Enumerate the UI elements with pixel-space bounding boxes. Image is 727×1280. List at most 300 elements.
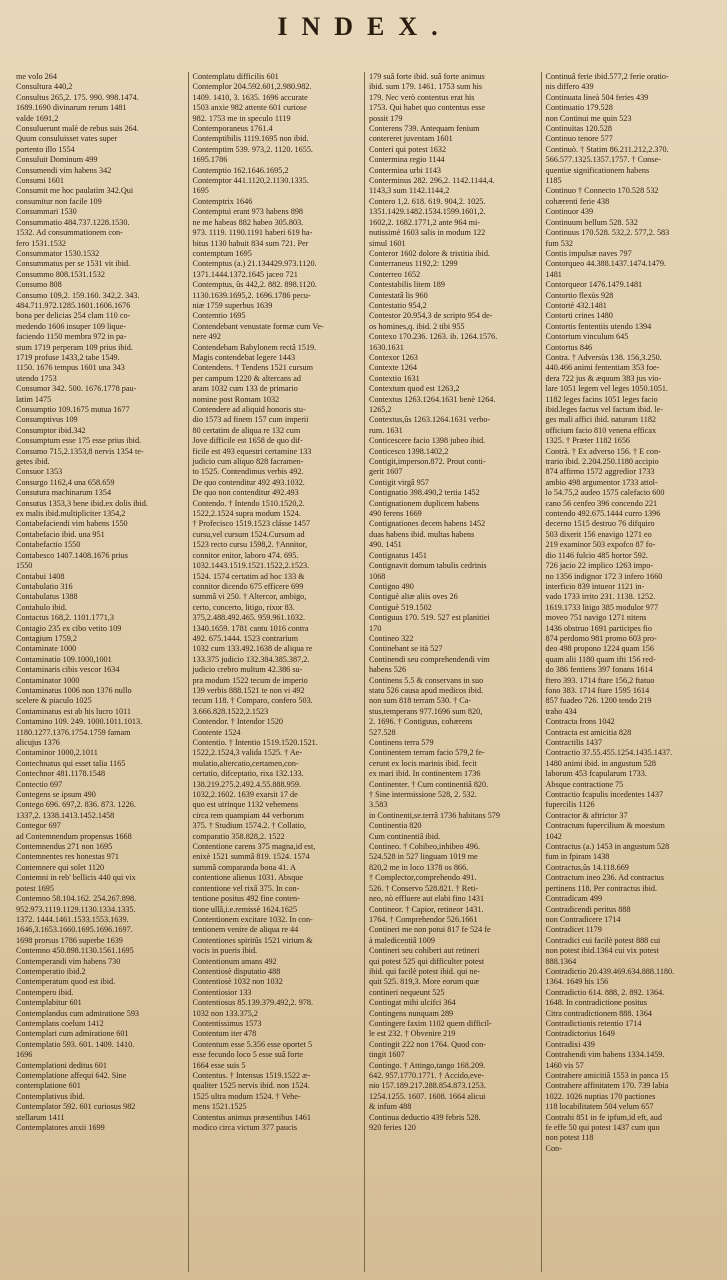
index-entry: Contemplor 204.592.601,2.980.982. xyxy=(192,82,312,92)
index-entry: Contineri me non potui 817 fe 524 fe xyxy=(369,925,491,935)
index-entry: dio 1573 ad finem 157 cum imperii xyxy=(192,415,309,425)
index-entry: Contegor 697 xyxy=(16,821,61,831)
index-entry: Contentum iter 478 xyxy=(192,1029,257,1039)
index-entry: Contaminatus 1006 non 1376 nullo xyxy=(16,685,132,695)
index-entry: Continenter. † Cum continentiâ 820. xyxy=(369,779,489,789)
index-entry: pra modum 1522 tecum de imperio xyxy=(192,675,308,685)
index-entry: Contorti crines 1480 xyxy=(545,311,613,321)
index-entry: Contemnendus 271 non 1695 xyxy=(16,842,113,852)
index-entry: Consumptio 109.1675 mutua 1677 xyxy=(16,405,130,414)
index-entry: Contabulo ibid. xyxy=(16,602,67,612)
index-entry: 874 affirmo 1572 aggredior 1733 xyxy=(545,467,655,477)
index-entry: fe effe 50 qui potest 1437 cum quo xyxy=(545,1123,660,1133)
index-entry: 1753. Qui habet quo contentus esse xyxy=(369,103,485,113)
index-entry: 1695 xyxy=(192,186,209,196)
index-entry: Contemptus, ûs 442,2. 882. 898.1120. xyxy=(192,280,317,290)
index-entry: Continebant se ità 527 xyxy=(369,644,443,654)
index-entry: os homines,q. ibid. 2 tibi 955 xyxy=(369,321,465,331)
index-entry: Contamino 109. 249. 1000.1011.1013. xyxy=(16,717,143,727)
index-entry: 1143,3 sum 1142.1144,2 xyxy=(369,186,450,196)
index-entry: Contiguus 170. 519. 527 est planitiei xyxy=(369,613,490,623)
index-entry: 138.219.275.2.492.4.55.888.959. xyxy=(192,779,301,789)
index-entry: 2. 1696. † Contiguus, cohærens xyxy=(369,717,473,727)
index-entry: Contemperatum quod est ibid. xyxy=(16,977,116,987)
index-entry: Conteri qui potest 1632 xyxy=(369,144,447,154)
index-entry: fum in fpiram 1438 xyxy=(545,852,610,862)
index-entry: Contineri seu cohiberi aut retineri xyxy=(369,946,480,956)
index-entry: Contabulatio 316 xyxy=(16,581,73,591)
index-entry: Contorqueor 1476.1479.1481 xyxy=(545,280,643,290)
index-entry: statu 526 causa apud medicos ibid. xyxy=(369,685,484,695)
index-entry: Con- xyxy=(545,1143,562,1153)
index-entry: judicio crebro multum 42.386 su- xyxy=(192,665,303,675)
index-entry: Contemplans coelum 1412 xyxy=(16,1018,104,1028)
index-entry: utendo 1753 xyxy=(16,373,57,383)
index-entry: fum 532 xyxy=(545,238,574,248)
index-entry: Contendebam Babylonem rectâ 1519. xyxy=(192,342,317,352)
index-entry: getes ibid. xyxy=(16,457,50,467)
index-entry: ad Contemnendum propensus 1668 xyxy=(16,831,132,841)
index-entry: Contractor & aftrictor 37 xyxy=(545,810,628,820)
index-entry: Contemptibilis 1119.1695 non ibid. xyxy=(192,134,309,144)
index-entry: quo est utrinque 1132 vehemens xyxy=(192,800,299,810)
index-entry: Consumptum esse 175 esse prius ibid. xyxy=(16,436,142,446)
index-entry: 1032 non 133.375,2 xyxy=(192,1008,258,1018)
index-entry: do 386 fentiens 397 fonans 1614 xyxy=(545,665,653,675)
index-entry: Contectio 697 xyxy=(16,779,63,789)
index-entry: 1648. In contradictione positus xyxy=(545,998,647,1008)
index-entry: Contineo 322 xyxy=(369,633,414,643)
index-entry: Contentiosus 85.139.379.492,2. 978. xyxy=(192,998,314,1008)
index-entry: Continens terra 579 xyxy=(369,738,434,747)
index-entry: mens 1521.1525 xyxy=(192,1102,247,1112)
index-entry: Consummo 808.1531.1532 xyxy=(16,269,105,279)
index-entry: 726 jacio 22 implico 1263 impo- xyxy=(545,561,654,571)
index-entry: Contignatio 398.490,2 tertia 1452 xyxy=(369,488,480,498)
index-entry: Consummator 1530.1532 xyxy=(16,248,100,258)
index-entry: Magis contendebat legere 1443 xyxy=(192,352,296,362)
index-entry: 179 suâ forte ibid. suâ forte animus xyxy=(369,72,485,81)
index-entry: Contaminator 1000 xyxy=(16,675,80,685)
index-entry: Contradici cui facilè potest 888 cui xyxy=(545,935,661,945)
index-entry: Contemptim 539. 973,2. 1120. 1655. xyxy=(192,144,313,154)
index-entry: stellarum 1411 xyxy=(16,1112,65,1122)
index-entry: Contradicet 1179 xyxy=(545,925,602,935)
index-entry: Contracta est amicitia 828 xyxy=(545,727,632,737)
index-entry: Contendor. † Intendor 1520 xyxy=(192,717,284,727)
index-entry: Continuus 170.528. 532,2. 577,2. 583 xyxy=(545,228,670,238)
index-entry: mulatio,altercatio,certamen,con- xyxy=(192,758,299,768)
index-entry: Consummatus per se 1531 vit ibid. xyxy=(16,259,131,269)
index-entry: Consuor 1353 xyxy=(16,467,63,477)
index-entry: Contractilis 1437 xyxy=(545,738,603,747)
index-entry: Contexte 1264 xyxy=(369,363,417,373)
index-entry: contereret juventam 1601 xyxy=(369,134,453,144)
index-entry: Consumptor ibid.342 xyxy=(16,425,86,435)
index-entry: cano 56 cenfeo 396 concendo 221 xyxy=(545,498,658,508)
index-entry: 1337,2. 1338.1413.1452.1458 xyxy=(16,810,115,820)
index-entry: Contentissimus 1573 xyxy=(192,1018,262,1028)
index-entry: niæ 1759 superbus 1639 xyxy=(192,300,273,310)
index-entry: Consultus 265,2. 175. 990. 998.1474. xyxy=(16,92,139,102)
index-entry: De quo non contenditur 492.493 xyxy=(192,488,299,498)
index-entry: 219 examinor 503 expofco 87 fo- xyxy=(545,540,656,550)
index-entry: stus,temperans 977.1696 sum 820, xyxy=(369,706,483,716)
index-entry: faciendo 1150 membra 972 in pa- xyxy=(16,332,127,342)
index-entry: Contradixi 439 xyxy=(545,1039,595,1049)
index-entry: Contortis fententiis utendo 1394 xyxy=(545,321,652,331)
index-entry: Contechnatus qui esset talia 1165 xyxy=(16,758,126,768)
index-entry: Continuata lineà 504 feries 439 xyxy=(545,92,649,102)
index-entry: deo 498 propono 1224 quam 156 xyxy=(545,644,654,654)
index-entry: Contaminate 1000 xyxy=(16,644,77,654)
index-entry: Contortus 846 xyxy=(545,342,593,352)
index-entry: 524.528 in 527 linguam 1019 me xyxy=(369,852,478,862)
index-entry: Contemplatio 593. 601. 1409. 1410. xyxy=(16,1039,135,1049)
index-entry: Contractus (a.) 1453 in angustum 528 xyxy=(545,842,670,852)
index-entry: Conticescere facio 1398 jubeo ibid. xyxy=(369,436,486,446)
index-entry: Contentus. † Intensus 1519.1522 æ- xyxy=(192,1071,311,1080)
index-entry: 1698 prorsus 1786 superbe 1639 xyxy=(16,935,123,945)
index-entry: vado 1733 irrito 231. 1138. 1252. xyxy=(545,592,656,602)
index-entry: Continentem terram facio 579,2 fe- xyxy=(369,748,485,758)
index-entry: le est 232. † Obvenire 219 xyxy=(369,1029,456,1039)
index-entry: Contaminatio 109.1000,1001 xyxy=(16,654,112,664)
index-entry: pertinens 118. Per contractus ibid. xyxy=(545,883,658,893)
index-entry: tentione positus 492 fine conten- xyxy=(192,894,300,904)
index-entry: Contemporaneus 1761.4 xyxy=(192,124,273,134)
index-entry: 490 ferens 1669 xyxy=(369,509,422,519)
index-entry: Contendo. † Intendo 1510.1520,2. xyxy=(192,498,305,508)
index-entry: 820,2 me in loco 1378 os 866. xyxy=(369,862,469,872)
index-entry: scelere & piaculo 1025 xyxy=(16,696,92,706)
index-entry: 1340.1659. 1781 cantu 1016 contra xyxy=(192,623,309,633)
index-entry: fono 383. 1714 ftare 1595 1614 xyxy=(545,685,650,695)
index-entry: Contentiosior 133 xyxy=(192,987,252,997)
index-entry: summâ comparanda bona 41. A xyxy=(192,862,296,872)
index-entry: 80 certatim de aliqua re 132 cum xyxy=(192,425,301,435)
index-entry: Contextus,ûs 1263.1264.1631 verbo- xyxy=(369,415,491,425)
index-entry: Contignatus 1451 xyxy=(369,550,427,560)
index-entry: Contrahendi vim habens 1334.1459. xyxy=(545,1050,665,1060)
index-entry: Contestabilis litem 189 xyxy=(369,280,445,290)
index-entry: Contemptrix 1646 xyxy=(192,196,253,206)
index-entry: Contortum vinculum 645 xyxy=(545,332,629,342)
index-entry: 1550 xyxy=(16,561,33,571)
index-entry: 170 xyxy=(369,623,382,633)
index-entry: à maledicentiâ 1009 xyxy=(369,935,435,945)
index-entry: Contemplator 592. 601 curiosus 982 xyxy=(16,1102,136,1112)
index-entry: certatio, difceptatio, rixa 132.133. xyxy=(192,769,304,779)
index-entry: moveo 751 navigo 1271 nitens xyxy=(545,613,647,623)
index-entry: Consumit me hoc paulatim 342.Qui xyxy=(16,186,134,196)
index-entry: Contemplari cum admiratione 601 xyxy=(16,1029,129,1039)
index-entry: officium facio 810 venena efficax xyxy=(545,425,657,435)
index-entry: laborum 453 fcapularum 1733. xyxy=(545,769,647,779)
index-entry: Contortio flexùs 928 xyxy=(545,290,614,300)
index-entry: cohærenti ferie 438 xyxy=(545,196,610,206)
index-entry: contentione vel rixâ 375. In con- xyxy=(192,883,300,893)
index-entry: 1351.1429.1482.1534.1599.1601,2. xyxy=(369,207,486,217)
index-entry: 1602,2. 1682.1771,2 ante 964 mi- xyxy=(369,217,480,227)
index-entry: 857 fuadeo 726. 1200 tendo 219 xyxy=(545,696,652,706)
index-entry: tecum 118. † Comparo, confero 503. xyxy=(192,696,313,706)
index-entry: ftero 393. 1714 ftare 156,2 ftatuo xyxy=(545,675,655,685)
index-entry: Contestatâ lis 960 xyxy=(369,290,428,300)
index-entry: quentiæ significationem habens xyxy=(545,165,650,175)
index-entry: quam alii 1180 quam ifti 156 red- xyxy=(545,654,656,664)
index-entry: gerit 1607 xyxy=(369,467,403,477)
index-entry: 1436 obstruo 1691 participes fio xyxy=(545,623,652,633)
index-entry: Conteror 1602 dolore & tristitia ibid. xyxy=(369,248,490,258)
index-entry: 440.466 animi fententiam 353 foe- xyxy=(545,363,660,373)
index-entry: De quo contenditur 492 493.1032. xyxy=(192,477,305,487)
index-entry: 1696 xyxy=(16,1050,33,1060)
index-entry: trario ibid. 2.204.250.1180 accipio xyxy=(545,457,659,467)
index-entry: neo, nò effluere aut elabi fino 1431 xyxy=(369,894,485,904)
index-entry: judicio cum aliquo 828 facramen- xyxy=(192,457,304,467)
index-entry: Contemni in reb' bellicis 440 qui vix xyxy=(16,873,136,883)
index-entry: 1619.1733 litigo 385 modulor 977 xyxy=(545,602,659,612)
index-entry: Absque contractione 75 xyxy=(545,779,624,789)
index-entry: connitor dicendo 675 efficere 699 xyxy=(192,581,304,591)
index-entry: Contignationem duplicem habens xyxy=(369,498,480,508)
index-entry: 1185 xyxy=(545,176,562,186)
index-entry: connitor enitor, laboro 474. 695. xyxy=(192,550,299,560)
index-entry: Contemptor 441.1120,2.1130.1335. xyxy=(192,176,309,186)
index-entry: tione ullâ,i.e.remissè 1624.1625 xyxy=(192,904,298,914)
index-entry: Contingere faxim 1102 quem difficil- xyxy=(369,1018,492,1028)
index-entry: Contractio 37.55.455.1254.1435.1437. xyxy=(545,748,673,758)
index-entry: Contendens. † Tendens 1521 cursum xyxy=(192,363,313,373)
index-entry: Contingit 222 non 1764. Quod con- xyxy=(369,1039,486,1049)
index-entry: 1130.1639.1695,2. 1696.1786 pecu- xyxy=(192,290,311,300)
index-columns xyxy=(12,72,717,1272)
index-entry: Contigno 490 xyxy=(369,581,414,591)
index-entry: Conterraneus 1192,2: 1299 xyxy=(369,259,458,269)
index-entry: Consutura machinarum 1354 xyxy=(16,488,112,498)
index-entry: Contechnor 481.1178.1548 xyxy=(16,769,106,779)
index-entry: 1525 ultra modum 1524. † Vehe- xyxy=(192,1091,301,1101)
index-entry: Contingo. † Attingo,tango 168.209. xyxy=(369,1060,486,1070)
index-entry: Contrahi 851 in fe ipfum,id eft, aud xyxy=(545,1112,662,1122)
index-entry: Contemptui erant 973 habens 898 xyxy=(192,207,304,217)
index-entry: Contestatio 954,2 xyxy=(369,300,427,310)
index-entry: Continens 5.5 & conservans in suo xyxy=(369,675,484,685)
index-entry: ges mali affici ibid. naturam 1182 xyxy=(545,415,657,425)
index-entry: Contendebant venustate formæ cum Ve- xyxy=(192,321,324,331)
index-entry: Contextum quod est 1263,2 xyxy=(369,384,460,394)
index-column-3 xyxy=(365,72,542,1272)
index-entry: per campum 1220 & altercans ad xyxy=(192,373,301,383)
index-entry: ibid. sum 179. 1461. 1753 sum his xyxy=(369,82,483,92)
index-entry: fero 1531.1532 xyxy=(16,238,67,248)
index-entry: 139 verbis 888.1521 te non vi 492 xyxy=(192,685,305,695)
index-entry: fupercilis 1126 xyxy=(545,800,595,810)
index-entry: 642. 957.1770.1771. † Accido,eve- xyxy=(369,1071,485,1080)
index-entry: qualiter 1525 nervis ibid. non 1524. xyxy=(192,1081,310,1091)
index-entry: 1689.1690 divinarum rerum 1481 xyxy=(16,103,127,113)
index-entry: 1325. † Præter 1182 1656 xyxy=(545,436,631,446)
index-entry: Contemtio 1695 xyxy=(192,311,246,321)
index-entry: 1150. 1676 tempus 1601 una 343 xyxy=(16,363,125,373)
index-entry: 375,2.488.492.465. 959.961.1032. xyxy=(192,613,306,623)
index-entry: 492. 675.1444. 1523 contrarium xyxy=(192,633,299,643)
index-entry: 1646,3.1653.1660.1695.1696.1697. xyxy=(16,925,133,935)
index-entry: Continuâ ferie ibid.577,2 ferie oratio- xyxy=(545,72,669,81)
index-entry: aram 1032 cum 133 de primario xyxy=(192,384,298,394)
index-entry: Contextio 1631 xyxy=(369,373,420,383)
index-entry: vocis in pueris ibid. xyxy=(192,946,258,956)
index-entry: Contracta frons 1042 xyxy=(545,717,615,727)
index-entry: Contemplatores anxii 1699 xyxy=(16,1123,105,1133)
index-entry: Contemnere qui solet 1120 xyxy=(16,862,105,872)
index-entry: lo 54.75,2 audeo 1575 calefacio 600 xyxy=(545,488,665,498)
index-column-4 xyxy=(542,72,718,1272)
index-entry: valde 1691,2 xyxy=(16,113,59,123)
index-entry: Contignationes decem habens 1452 xyxy=(369,519,486,529)
index-entry: latim 1475 xyxy=(16,394,52,404)
index-entry: contentione alienus 1031. Absque xyxy=(192,873,304,883)
index-entry: 1503 anxie 982 attente 601 curiose xyxy=(192,103,307,113)
index-entry: Contineor. † Capior, retineor 1431. xyxy=(369,904,484,914)
index-entry: Contemplandus cum admiratione 593 xyxy=(16,1008,140,1018)
index-entry: Contentio. † Intentio 1519.1520.1521. xyxy=(192,738,318,747)
index-entry: Contendere ad aliquid honoris stu- xyxy=(192,405,306,414)
index-entry: 375. † Studium 1574.2. † Collatio, xyxy=(192,821,306,831)
index-entry: Contente 1524 xyxy=(192,727,241,737)
index-entry: Contentus animus præsentibus 1461 xyxy=(192,1112,311,1122)
index-entry: Contiguè 519.1502 xyxy=(369,602,432,612)
index-entry: 1032.1443.1519.1521.1522,2.1523. xyxy=(192,561,310,571)
index-entry: ambio 498 argumentor 1733 attol- xyxy=(545,477,658,487)
index-entry: & infum 488 xyxy=(369,1102,412,1112)
index-entry: Contabesco 1407.1408.1676 prius xyxy=(16,550,128,560)
index-entry: 1460 vis 57 xyxy=(545,1060,584,1070)
index-entry: Contemnentes res honestas 971 xyxy=(16,852,120,862)
index-entry: 952.973.1119.1129.1130.1334.1335. xyxy=(16,904,136,914)
index-entry: Contiguè aliæ aliis oves 26 xyxy=(369,592,458,602)
index-entry: 973. 1119. 1190.1191 haberi 619 ha- xyxy=(192,228,313,238)
index-entry: 1068 xyxy=(369,571,386,581)
index-entry: Contermina urbi 1143 xyxy=(369,165,442,175)
index-entry: Conterens 739. Antequam fenium xyxy=(369,124,480,134)
index-entry: Contrà. † Ex adverso 156. † E con- xyxy=(545,446,661,456)
index-entry: Contabefactio 1550 xyxy=(16,540,81,550)
index-entry: Contemperatio ibid.2 xyxy=(16,966,86,976)
index-entry: Consumo 109,2. 159.160. 342,2. 343. xyxy=(16,290,140,300)
index-entry: cursu,vel cursum 1524.Cursum ad xyxy=(192,529,305,539)
index-entry: non Contradicere 1714 xyxy=(545,914,621,924)
index-entry: non sum 818 terram 530. † Ca- xyxy=(369,696,472,706)
index-entry: 527.528 xyxy=(369,727,396,737)
index-entry: bitus 1130 habuit 834 sum 721. Per xyxy=(192,238,309,248)
index-entry: 1180.1277.1376.1754.1759 famam xyxy=(16,727,131,737)
index-entry: Consultura 440,2 xyxy=(16,82,73,92)
index-entry: nere 492 xyxy=(192,332,221,342)
index-entry: Contentionum amans 492 xyxy=(192,956,277,966)
index-entry: summâ vi 250. † Altercor, ambigo, xyxy=(192,592,307,602)
index-entry: Contestor 20.954,3 de scripto 954 de- xyxy=(369,311,493,321)
index-entry: Contemplatione affequi 642. Sine xyxy=(16,1071,127,1080)
index-entry: enixè 1521 summâ 819. 1524. 1574 xyxy=(192,852,310,862)
index-entry: Contorqueo 44.388.1437.1474.1479. xyxy=(545,259,667,269)
index-entry: 1265,2 xyxy=(369,405,392,414)
index-entry: † Complector,comprehendo 491. xyxy=(369,873,477,883)
index-entry: Consurgo 1162,4 una 658.659 xyxy=(16,477,115,487)
index-entry: Contactus 168,2. 1101.1771,3 xyxy=(16,613,114,623)
index-entry: dio 1146 fulcio 485 hortor 592. xyxy=(545,550,648,560)
index-entry: Continuo tenore 577 xyxy=(545,134,613,144)
index-entry: nutissimè 1603 salis in modum 122 xyxy=(369,228,486,238)
index-entry: esse fecundo loco 5 esse suâ forte xyxy=(192,1050,303,1060)
index-entry: Consuluerunt malè de rebus suis 264. xyxy=(16,124,139,134)
index-entry: 1523 recto cursu 1598,2. †Annitor, xyxy=(192,540,308,550)
index-entry: Contaminor 1000,2.1011 xyxy=(16,748,98,758)
index-entry: Contentiosè 1032 non 1032 xyxy=(192,977,283,987)
index-entry: Contradictio 614. 888, 2. 892. 1364. xyxy=(545,987,665,997)
index-entry: ibid.leges factus vel factum ibid. le- xyxy=(545,405,664,414)
index-entry: no 1356 indignor 172 3 infero 1660 xyxy=(545,571,663,581)
index-entry: Continuo † Connecto 170.528 532 xyxy=(545,186,659,196)
index-entry: Continendi seu comprehendendi vim xyxy=(369,654,490,664)
index-entry: stum 1719 perperam 109 prius ibid. xyxy=(16,342,133,352)
index-entry: 982. 1753 me in speculo 1119 xyxy=(192,113,291,123)
index-entry: consumitur non facile 109 xyxy=(16,196,102,206)
index-entry: Consummari 1530 xyxy=(16,207,77,217)
index-entry: modico circa victum 377 paucis xyxy=(192,1123,298,1133)
index-entry: cerunt ex locis marinis ibid. fecit xyxy=(369,758,477,768)
index-entry: 1532. Ad consummationem con- xyxy=(16,228,123,238)
index-entry: 1522,2.1524 supra modum 1524. xyxy=(192,509,301,519)
index-entry: Contractus,ûs 14.118.669 xyxy=(545,862,629,872)
index-entry: Contractio fcapulis incedentes 1437 xyxy=(545,790,664,800)
index-entry: Contexo 170.236. 1263. ib. 1264.1576. xyxy=(369,332,498,342)
index-entry: 1371.1444.1372.1645 jaceo 721 xyxy=(192,269,298,279)
index-entry: Continuor 439 xyxy=(545,207,594,217)
index-entry: habens 526 xyxy=(369,665,407,675)
index-entry: contemplatione 601 xyxy=(16,1081,81,1091)
index-entry: me volo 264 xyxy=(16,72,57,81)
index-entry: 1032 cum 133.492.1638 de aliqua re xyxy=(192,644,313,654)
index-entry: alicujus 1376 xyxy=(16,738,60,747)
index-entry: simul 1601 xyxy=(369,238,406,248)
index-entry: Contagium 1759,2 xyxy=(16,633,77,643)
index-entry: 484.711.972.1285.1601.1606.1676 xyxy=(16,300,131,310)
index-entry: Contrahere affinitatem 170. 739 labia xyxy=(545,1081,669,1091)
index-entry: 490. 1451 xyxy=(369,540,402,550)
index-entry: Contradictio 20.439.469.634.888.1180. xyxy=(545,966,675,976)
index-entry: Consumendi vim habens 342 xyxy=(16,165,112,175)
index-entry: nio 157.189.217.288.854.873.1253. xyxy=(369,1081,486,1091)
index-entry: 179. Nec verò contentus erat his xyxy=(369,92,475,102)
index-entry: Contero 1,2. 618. 619. 904,2. 1025. xyxy=(369,196,486,206)
index-entry: Contabulatus 1388 xyxy=(16,592,78,602)
index-entry: Consumor 342. 500. 1676.1778 pau- xyxy=(16,384,137,394)
index-entry: Cum continentiâ ibid. xyxy=(369,831,441,841)
index-entry: Contemperandi vim habens 730 xyxy=(16,956,121,966)
index-entry: Contegens se ipsum 490 xyxy=(16,790,96,800)
index-entry: 1409. 1410, 3. 1635. 1696 accurate xyxy=(192,92,308,102)
index-entry: 1764. † Comprehendor 526.1661 xyxy=(369,914,478,924)
index-entry: Contemno 450.898.1130.1561.1695 xyxy=(16,946,134,956)
index-entry: 1695.1786 xyxy=(192,155,228,165)
index-entry: Consutus 1353,3 bene ibid.ex dolis ibid. xyxy=(16,498,148,508)
index-entry: Contignavit domum tabulis cedrinis xyxy=(369,561,487,571)
index-entry: Consumi 1601 xyxy=(16,176,64,186)
index-entry: 1664 esse suis 5 xyxy=(192,1060,246,1070)
index-entry: Continua deductio 439 febris 528. xyxy=(369,1112,481,1122)
